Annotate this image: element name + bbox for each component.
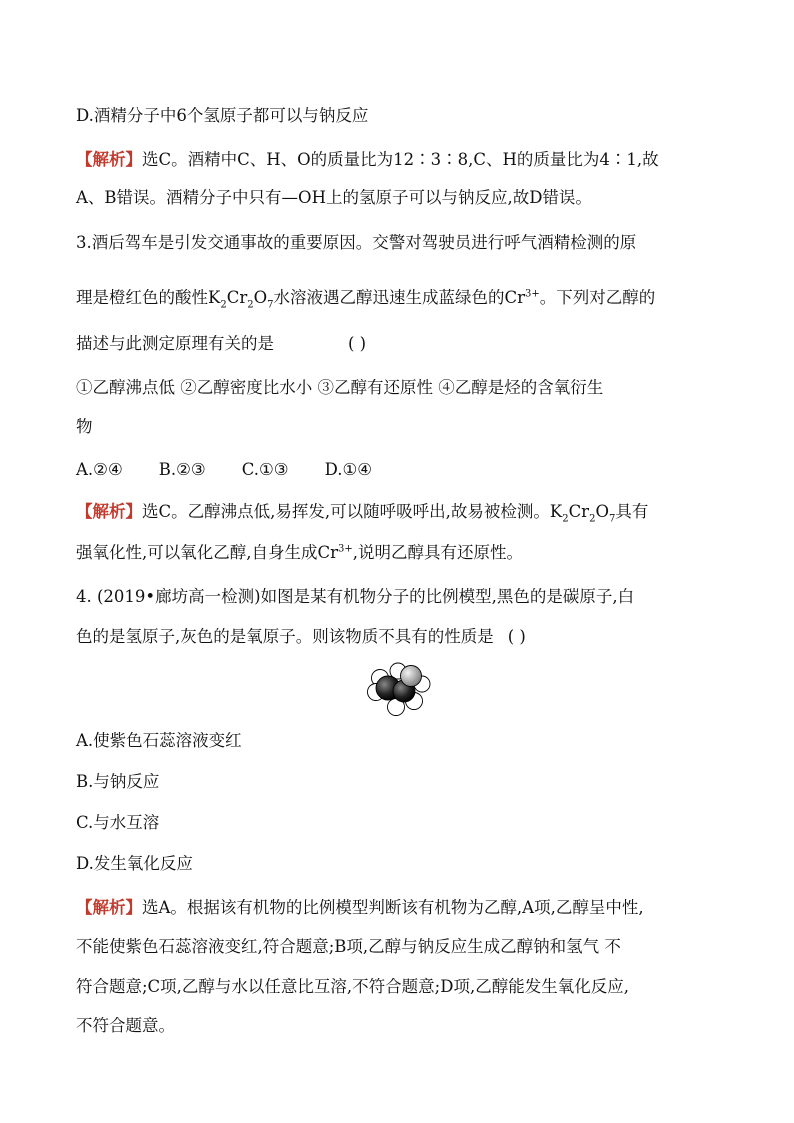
q3-option-c: C.①③ xyxy=(241,460,289,479)
q4-option-c: C.与水互溶 xyxy=(76,813,160,832)
q4-option-a: A.使紫色石蕊溶液变红 xyxy=(76,731,242,750)
analysis-tag: 【解析】 xyxy=(76,898,142,917)
q2-option-d: D.酒精分子中6个氢原子都可以与钠反应 xyxy=(76,106,369,125)
q3-analysis-line-2: 强氧化性,可以氧化乙醇,自身生成$Cr^{3+}$,说明乙醇具有还原性。 xyxy=(76,543,524,562)
q3-options xyxy=(76,458,726,482)
q4-option-d: D.发生氧化反应 xyxy=(76,854,193,873)
q2-analysis-line-2: A、B错误。酒精分子中只有—OH上的氢原子可以与钠反应,故D错误。 xyxy=(76,188,592,207)
analysis-tag: 【解析】 xyxy=(76,150,142,169)
q4-option-b: B.与钠反应 xyxy=(76,772,160,791)
answer-blank: ( ) xyxy=(507,627,526,646)
q4-analysis-line-2: 不能使紫色石蕊溶液变红,符合题意;B项,乙醇与钠反应生成乙醇钠和氢气 不 xyxy=(76,937,621,956)
q3-stem-line-2: 理是橙红色的酸性$K_2Cr_2O_7$水溶液遇乙醇迅速生成蓝绿色的$Cr^{3+}$。下列对乙醇的 xyxy=(76,288,656,311)
q3-items-line-2: 物 xyxy=(76,417,93,436)
answer-blank: ( ) xyxy=(348,334,367,353)
q3-option-b: B.②③ xyxy=(158,460,206,479)
q4-stem-line-2: 色的是氢原子,灰色的是氧原子。则该物质不具有的性质是 ( ) xyxy=(76,625,726,649)
q3-option-a: A.②④ xyxy=(76,460,123,479)
q4-analysis-line-4: 不符合题意。 xyxy=(76,1016,175,1035)
q4-stem-line-1: 4. (2019•廊坊高一检测)如图是某有机物分子的比例模型,黑色的是碳原子,白 xyxy=(76,587,635,606)
q3-analysis-line-1: 【解析】选C。乙醇沸点低,易挥发,可以随呼吸呼出,故易被检测。$K_2Cr_2O_7$具有 xyxy=(76,502,649,525)
q3-items-line-1: ①乙醇沸点低 ②乙醇密度比水小 ③乙醇有还原性 ④乙醇是烃的含氧衍生 xyxy=(76,378,604,397)
q3-option-d: D.①④ xyxy=(324,460,373,479)
q4-analysis-line-1: 【解析】选A。根据该有机物的比例模型判断该有机物为乙醇,A项,乙醇呈中性, xyxy=(76,898,644,917)
oxygen-atom xyxy=(401,666,422,687)
q4-analysis-line-3: 符合题意;C项,乙醇与水以任意比互溶,不符合题意;D项,乙醇能发生氧化反应, xyxy=(76,977,629,996)
ethanol-space-filling-model-figure xyxy=(366,661,436,717)
q2-analysis-line-1: 【解析】选C。酒精中C、H、O的质量比为12∶3∶8,C、H的质量比为4∶1,故 xyxy=(76,150,659,169)
q3-stem-line-1: 3.酒后驾车是引发交通事故的重要原因。交警对驾驶员进行呼气酒精检测的原 xyxy=(76,233,637,252)
q3-stem-line-3: 描述与此测定原理有关的是 ( ) xyxy=(76,332,726,356)
analysis-tag: 【解析】 xyxy=(76,502,142,521)
